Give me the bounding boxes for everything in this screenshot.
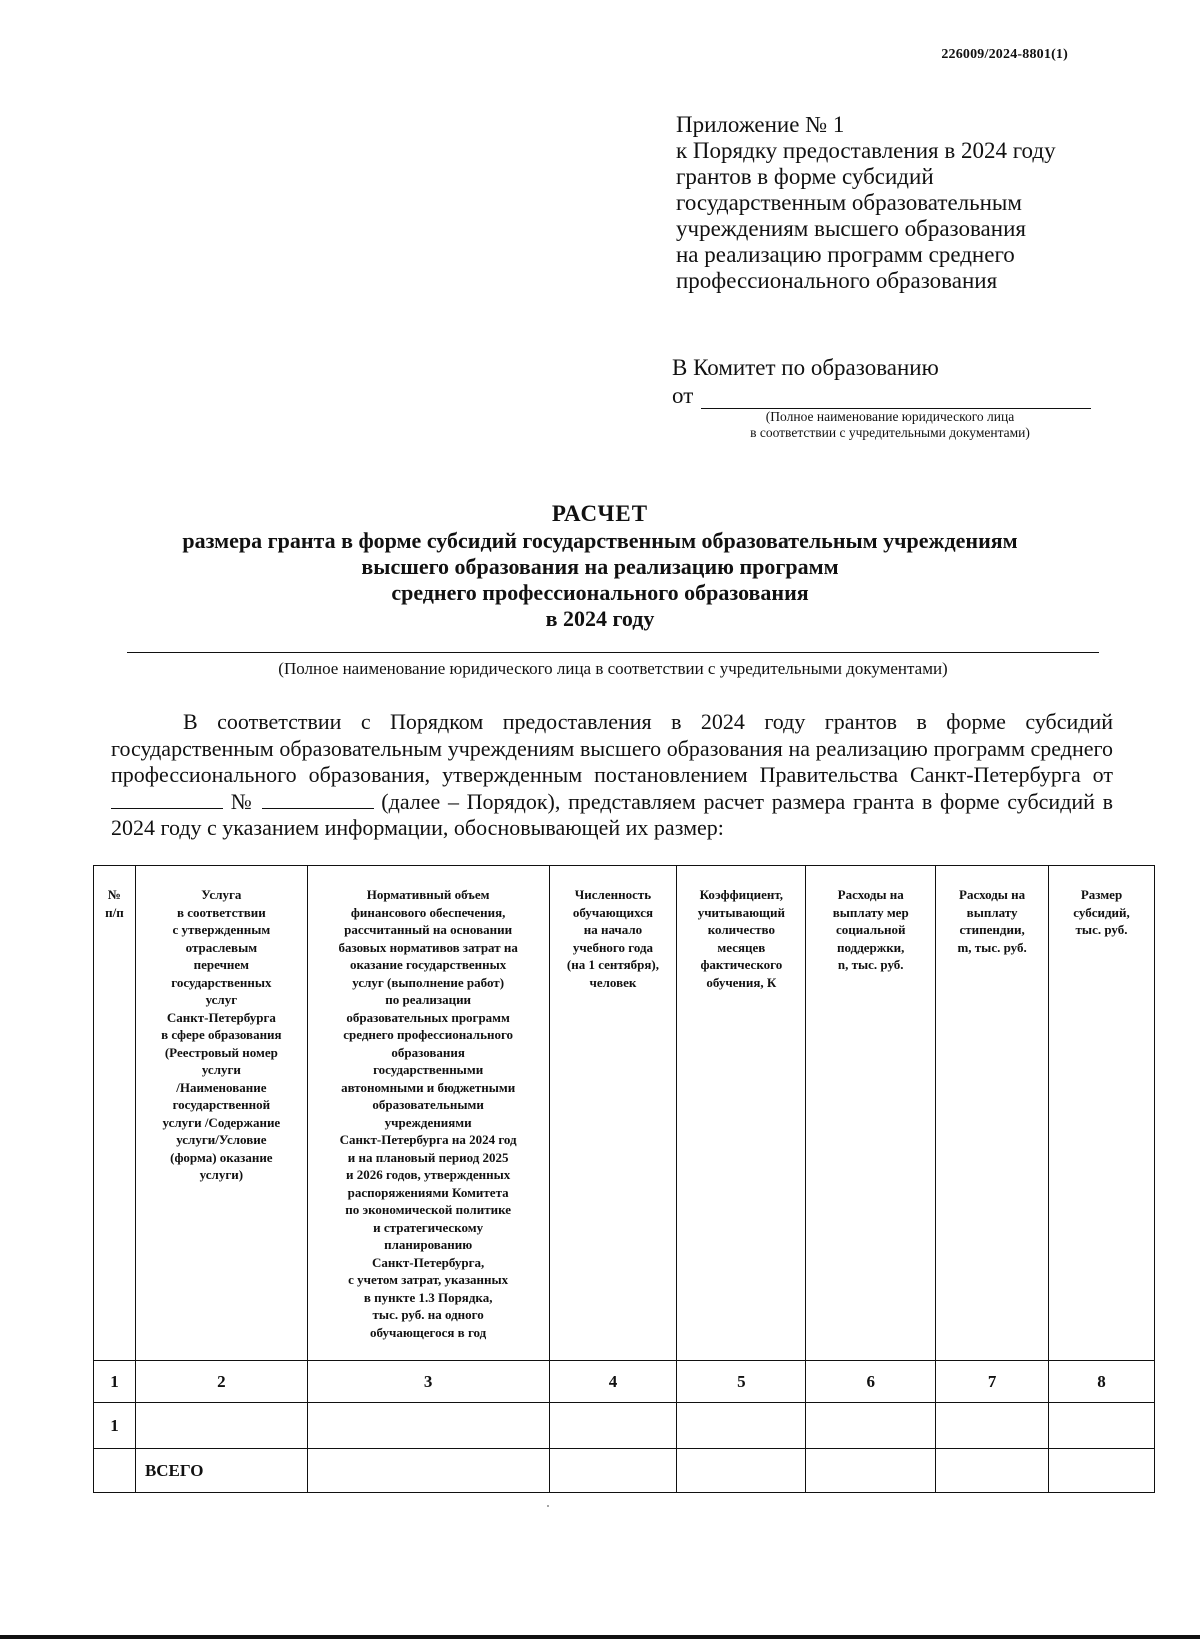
column-number-cell: 5 [677, 1361, 806, 1403]
table-header-row [94, 866, 1155, 1361]
header-line: базовых нормативов затрат на [338, 939, 518, 955]
appendix-header [676, 112, 1106, 294]
header-line: услуги) [199, 1167, 244, 1182]
header-line: государственными [373, 1062, 484, 1077]
table-cell[interactable] [549, 1449, 677, 1493]
header-line: по экономической политике [345, 1202, 512, 1217]
from-note-line: в соответствии с учредительными документами) [750, 425, 1030, 440]
header-line: по реализации [385, 992, 472, 1007]
header-line: услуги [201, 1062, 241, 1077]
entity-name-field[interactable] [127, 652, 1099, 653]
header-line: услуги/Условие [176, 1132, 267, 1147]
header-line: Нормативный объем [366, 887, 490, 902]
column-number-cell: 7 [936, 1361, 1049, 1403]
table-cell: 1 [94, 1403, 136, 1449]
header-line: и 2026 годов, утвержденных [346, 1167, 511, 1182]
header-line: фактического [700, 957, 783, 972]
header-line: месяцев [717, 939, 766, 955]
header-line: учебного года [572, 939, 654, 955]
header-line: оказание государственных [350, 957, 507, 972]
title-line: в 2024 году [545, 606, 655, 631]
header-line: Услуга [201, 887, 242, 902]
header-line: № [107, 887, 121, 902]
appendix-line: государственным образовательным [676, 190, 1022, 215]
body-paragraph-text [111, 709, 1113, 842]
header-line: образовательных программ [346, 1009, 510, 1025]
table-total-row [94, 1449, 1155, 1493]
table-header-cell [1049, 866, 1155, 1361]
header-line: п/п [105, 904, 124, 920]
title-main: РАСЧЕТ [551, 501, 649, 526]
table-cell[interactable] [936, 1403, 1049, 1449]
header-line: с учетом затрат, указанных [348, 1272, 509, 1287]
title-line: размера гранта в форме субсидий государственным образовательным учреждениям [182, 528, 1018, 553]
header-line: стипендии, [959, 922, 1025, 937]
header-line: обучающихся [572, 904, 654, 920]
header-line: планированию [384, 1237, 473, 1252]
header-line: финансового обеспечения, [350, 904, 506, 920]
from-entity-note [700, 409, 1080, 441]
table-cell[interactable] [135, 1403, 307, 1449]
header-line: на начало [583, 922, 643, 937]
header-line: в сфере образования [161, 1027, 282, 1042]
table-cell[interactable] [936, 1449, 1049, 1493]
table-header-cell [806, 866, 936, 1361]
table-header-cell [677, 866, 806, 1361]
appendix-line: к Порядку предоставления в 2024 году [676, 138, 1056, 163]
title-line: среднего профессионального образования [391, 580, 809, 605]
column-number-cell: 8 [1049, 1361, 1155, 1403]
addressee-committee: В Комитет по образованию [672, 355, 939, 380]
header-line: выплату мер [832, 904, 909, 920]
header-line: обучения, К [706, 974, 777, 990]
table-row [94, 1403, 1155, 1449]
table-header-cell [936, 866, 1049, 1361]
appendix-line: Приложение № 1 [676, 112, 845, 137]
header-line: отраслевым [185, 939, 258, 955]
header-line: среднего профессионального [343, 1027, 514, 1042]
header-line: Санкт-Петербурга, [372, 1254, 485, 1270]
from-note-line: (Полное наименование юридического лица [765, 409, 1015, 424]
header-line: в соответствии [176, 904, 266, 920]
table-cell[interactable] [307, 1449, 549, 1493]
header-line: услуг (выполнение работ) [352, 974, 505, 990]
total-label: ВСЕГО [135, 1449, 307, 1493]
column-number-cell: 4 [549, 1361, 677, 1403]
header-line: с утвержденным [172, 922, 271, 937]
scan-speck [547, 1505, 549, 1507]
addressee-block [672, 355, 1102, 409]
table-cell[interactable] [307, 1403, 549, 1449]
header-line: государственной [172, 1097, 271, 1112]
header-line: социальной [835, 922, 906, 937]
table-cell[interactable] [1049, 1403, 1155, 1449]
column-number-cell: 3 [307, 1361, 549, 1403]
header-line: Санкт-Петербурга на 2024 год [339, 1132, 517, 1147]
table-header-cell [549, 866, 677, 1361]
header-line: учитывающий [697, 904, 785, 920]
header-line: человек [589, 974, 637, 990]
header-line: в пункте 1.3 Порядка, [363, 1289, 493, 1305]
table-header-cell [307, 866, 549, 1361]
header-line: обучающегося в год [370, 1324, 487, 1340]
body-paragraph [111, 709, 1113, 842]
table-column-number-row [94, 1361, 1155, 1403]
column-number-cell: 2 [135, 1361, 307, 1403]
from-row [672, 381, 1102, 409]
table-cell [94, 1449, 136, 1493]
header-line: государственных [171, 974, 272, 990]
appendix-line: грантов в форме субсидий [676, 164, 934, 189]
table-cell[interactable] [549, 1403, 677, 1449]
column-number-cell: 6 [806, 1361, 936, 1403]
header-line: услуги /Содержание [162, 1114, 281, 1130]
header-line: (форма) оказание [170, 1149, 273, 1165]
body-text-part: (далее – Порядок), представляем расчет размера гранта в форме субсидий в 2024 году с указанием информации, обосновывающей их размер: [111, 788, 1114, 840]
appendix-line: профессионального образования [676, 268, 998, 293]
body-text-part: № [230, 788, 254, 814]
header-line: выплату [966, 904, 1018, 920]
resolution-date-field[interactable] [111, 790, 223, 809]
grant-calculation-table [93, 865, 1155, 1493]
header-line: количество [707, 922, 775, 937]
scan-bottom-edge [0, 1635, 1200, 1639]
header-line: Коэффициент, [699, 887, 784, 902]
entity-name-note: (Полное наименование юридического лица в соответствии с учредительными документами) [278, 659, 948, 678]
header-line: Расходы на [837, 887, 904, 902]
header-line: образования [391, 1044, 465, 1060]
table-header-cell [135, 866, 307, 1361]
appendix-line: на реализацию программ среднего [676, 242, 1015, 267]
header-line: образовательными [372, 1097, 484, 1112]
header-line: n, тыс. руб. [837, 957, 904, 972]
header-line: Размер [1080, 887, 1123, 902]
header-line: рассчитанный на основании [344, 922, 513, 937]
header-line: услуг [205, 992, 238, 1007]
header-line: перечнем [193, 957, 250, 972]
document-title [100, 500, 1100, 632]
header-line: /Наименование [176, 1079, 267, 1095]
header-line: поддержки, [837, 939, 905, 955]
appendix-line: учреждениям высшего образования [676, 216, 1026, 241]
header-line: субсидий, [1073, 904, 1130, 920]
table-cell[interactable] [677, 1449, 806, 1493]
header-line: и на плановый период 2025 [347, 1149, 509, 1165]
table-cell[interactable] [1049, 1449, 1155, 1493]
resolution-number-field[interactable] [262, 790, 374, 809]
header-line: тыс. руб. на одного [372, 1307, 484, 1322]
table-cell[interactable] [806, 1449, 936, 1493]
title-line: высшего образования на реализацию программ [361, 554, 839, 579]
body-text-part: В соответствии с Порядком предоставления в 2024 году грантов в форме субсидий государственным образовательным учреждениям высшего образования на реализацию программ среднего профессионального образования, утвержденным постановлением Правительства Санкт-Петербурга от [111, 709, 1113, 787]
table-header-cell [94, 866, 136, 1361]
table-cell[interactable] [806, 1403, 936, 1449]
document-registration-number: 226009/2024-8801(1) [941, 47, 1068, 62]
header-line: Расходы на [959, 887, 1026, 902]
column-number-cell: 1 [94, 1361, 136, 1403]
header-line: Санкт-Петербурга [166, 1009, 276, 1025]
header-line: (Реестровый номер [164, 1044, 278, 1060]
header-line: Численность [574, 887, 652, 902]
from-label: от [672, 383, 694, 408]
table-cell[interactable] [677, 1403, 806, 1449]
from-entity-field[interactable] [701, 388, 1091, 409]
header-line: (на 1 сентября), [566, 957, 659, 972]
header-line: автономными и бюджетными [341, 1079, 516, 1095]
header-line: распоряжениями Комитета [347, 1184, 509, 1200]
header-line: тыс. руб. [1075, 922, 1128, 937]
header-line: m, тыс. руб. [957, 939, 1027, 955]
header-line: и стратегическому [373, 1219, 484, 1235]
header-line: учреждениями [384, 1114, 472, 1130]
